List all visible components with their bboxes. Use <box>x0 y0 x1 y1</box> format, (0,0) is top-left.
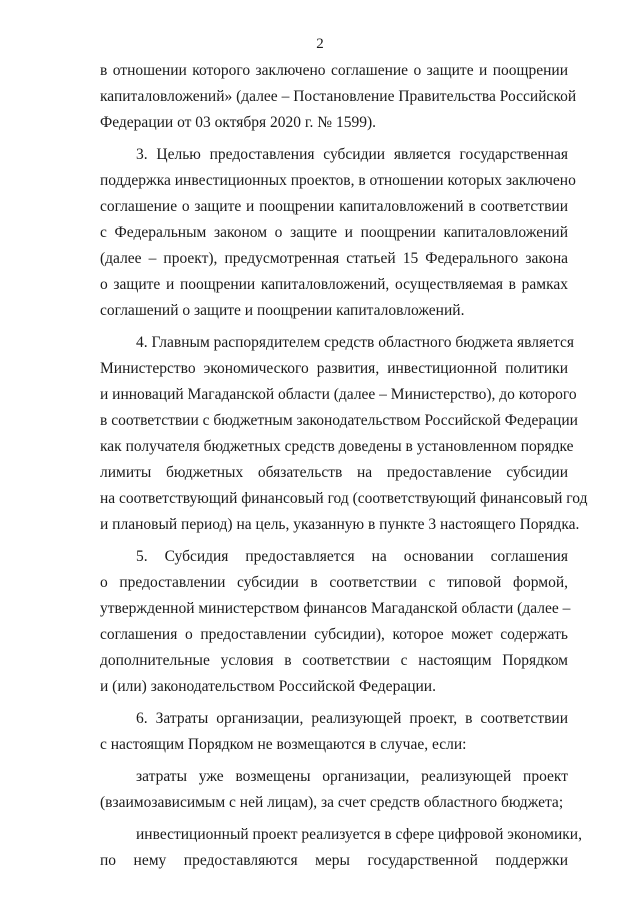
paragraph-6-item-b <box>100 822 582 874</box>
text-line: и инноваций Магаданской области (далее – Министерство), до которого <box>100 386 577 403</box>
text-line: соглашение о защите и поощрении капиталовложений в соответствии <box>100 198 568 215</box>
text-line: в отношении которого заключено соглашение о защите и поощрении <box>100 62 568 79</box>
text-line: 6. Затраты организации, реализующей проект, в соответствии <box>136 710 568 727</box>
text-line: о защите и поощрении капиталовложений, осуществляемая в рамках <box>100 276 568 293</box>
text-line: с Федеральным законом о защите и поощрении капиталовложений <box>100 224 568 241</box>
paragraph-3 <box>100 142 576 324</box>
text-line: на соответствующий финансовый год (соответствующий финансовый год <box>100 490 588 507</box>
paragraph-intro <box>100 58 577 136</box>
paragraph-6-item-a <box>100 764 568 816</box>
text-line: Федерации от 03 октября 2020 г. № 1599). <box>100 114 376 131</box>
text-line: утвержденной министерством финансов Магаданской области (далее – <box>100 600 571 617</box>
paragraph-5 <box>100 544 571 700</box>
text-line: 5. Субсидия предоставляется на основании соглашения <box>136 548 568 565</box>
text-line: дополнительные условия в соответствии с настоящим Порядком <box>100 652 568 669</box>
text-line: инвестиционный проект реализуется в сфере цифровой экономики, <box>136 826 582 843</box>
text-line: (взаимозависимым с ней лицам), за счет средств областного бюджета; <box>100 794 564 811</box>
text-line: о предоставлении субсидии в соответствии с типовой формой, <box>100 574 568 591</box>
text-line: с настоящим Порядком не возмещаются в случае, если: <box>100 736 467 753</box>
text-line: Министерство экономического развития, инвестиционной политики <box>100 360 568 377</box>
text-line: лимиты бюджетных обязательств на предоставление субсидии <box>100 464 568 481</box>
text-line: капиталовложений» (далее – Постановление Правительства Российской <box>100 88 577 105</box>
document-body <box>100 58 588 874</box>
text-line: соглашений о защите и поощрении капиталовложений. <box>100 302 465 319</box>
text-line: по нему предоставляются меры государственной поддержки <box>100 852 568 869</box>
text-line: (далее – проект), предусмотренная статьей 15 Федерального закона <box>100 250 568 267</box>
text-line: и (или) законодательством Российской Федерации. <box>100 678 436 695</box>
text-line: и плановый период) на цель, указанную в пункте 3 настоящего Порядка. <box>100 516 580 533</box>
text-line: затраты уже возмещены организации, реализующей проект <box>136 768 568 785</box>
text-line: соглашения о предоставлении субсидии), которое может содержать <box>100 626 568 643</box>
text-line: поддержка инвестиционных проектов, в отношении которых заключено <box>100 172 576 189</box>
text-line: 4. Главным распорядителем средств областного бюджета является <box>136 334 575 351</box>
paragraph-6 <box>100 706 568 758</box>
page-number: 2 <box>316 36 324 52</box>
text-line: 3. Целью предоставления субсидии является государственная <box>136 146 568 163</box>
text-line: как получателя бюджетных средств доведены в установленном порядке <box>100 438 574 455</box>
paragraph-4 <box>100 330 588 538</box>
text-line: в соответствии с бюджетным законодательством Российской Федерации <box>100 412 578 429</box>
